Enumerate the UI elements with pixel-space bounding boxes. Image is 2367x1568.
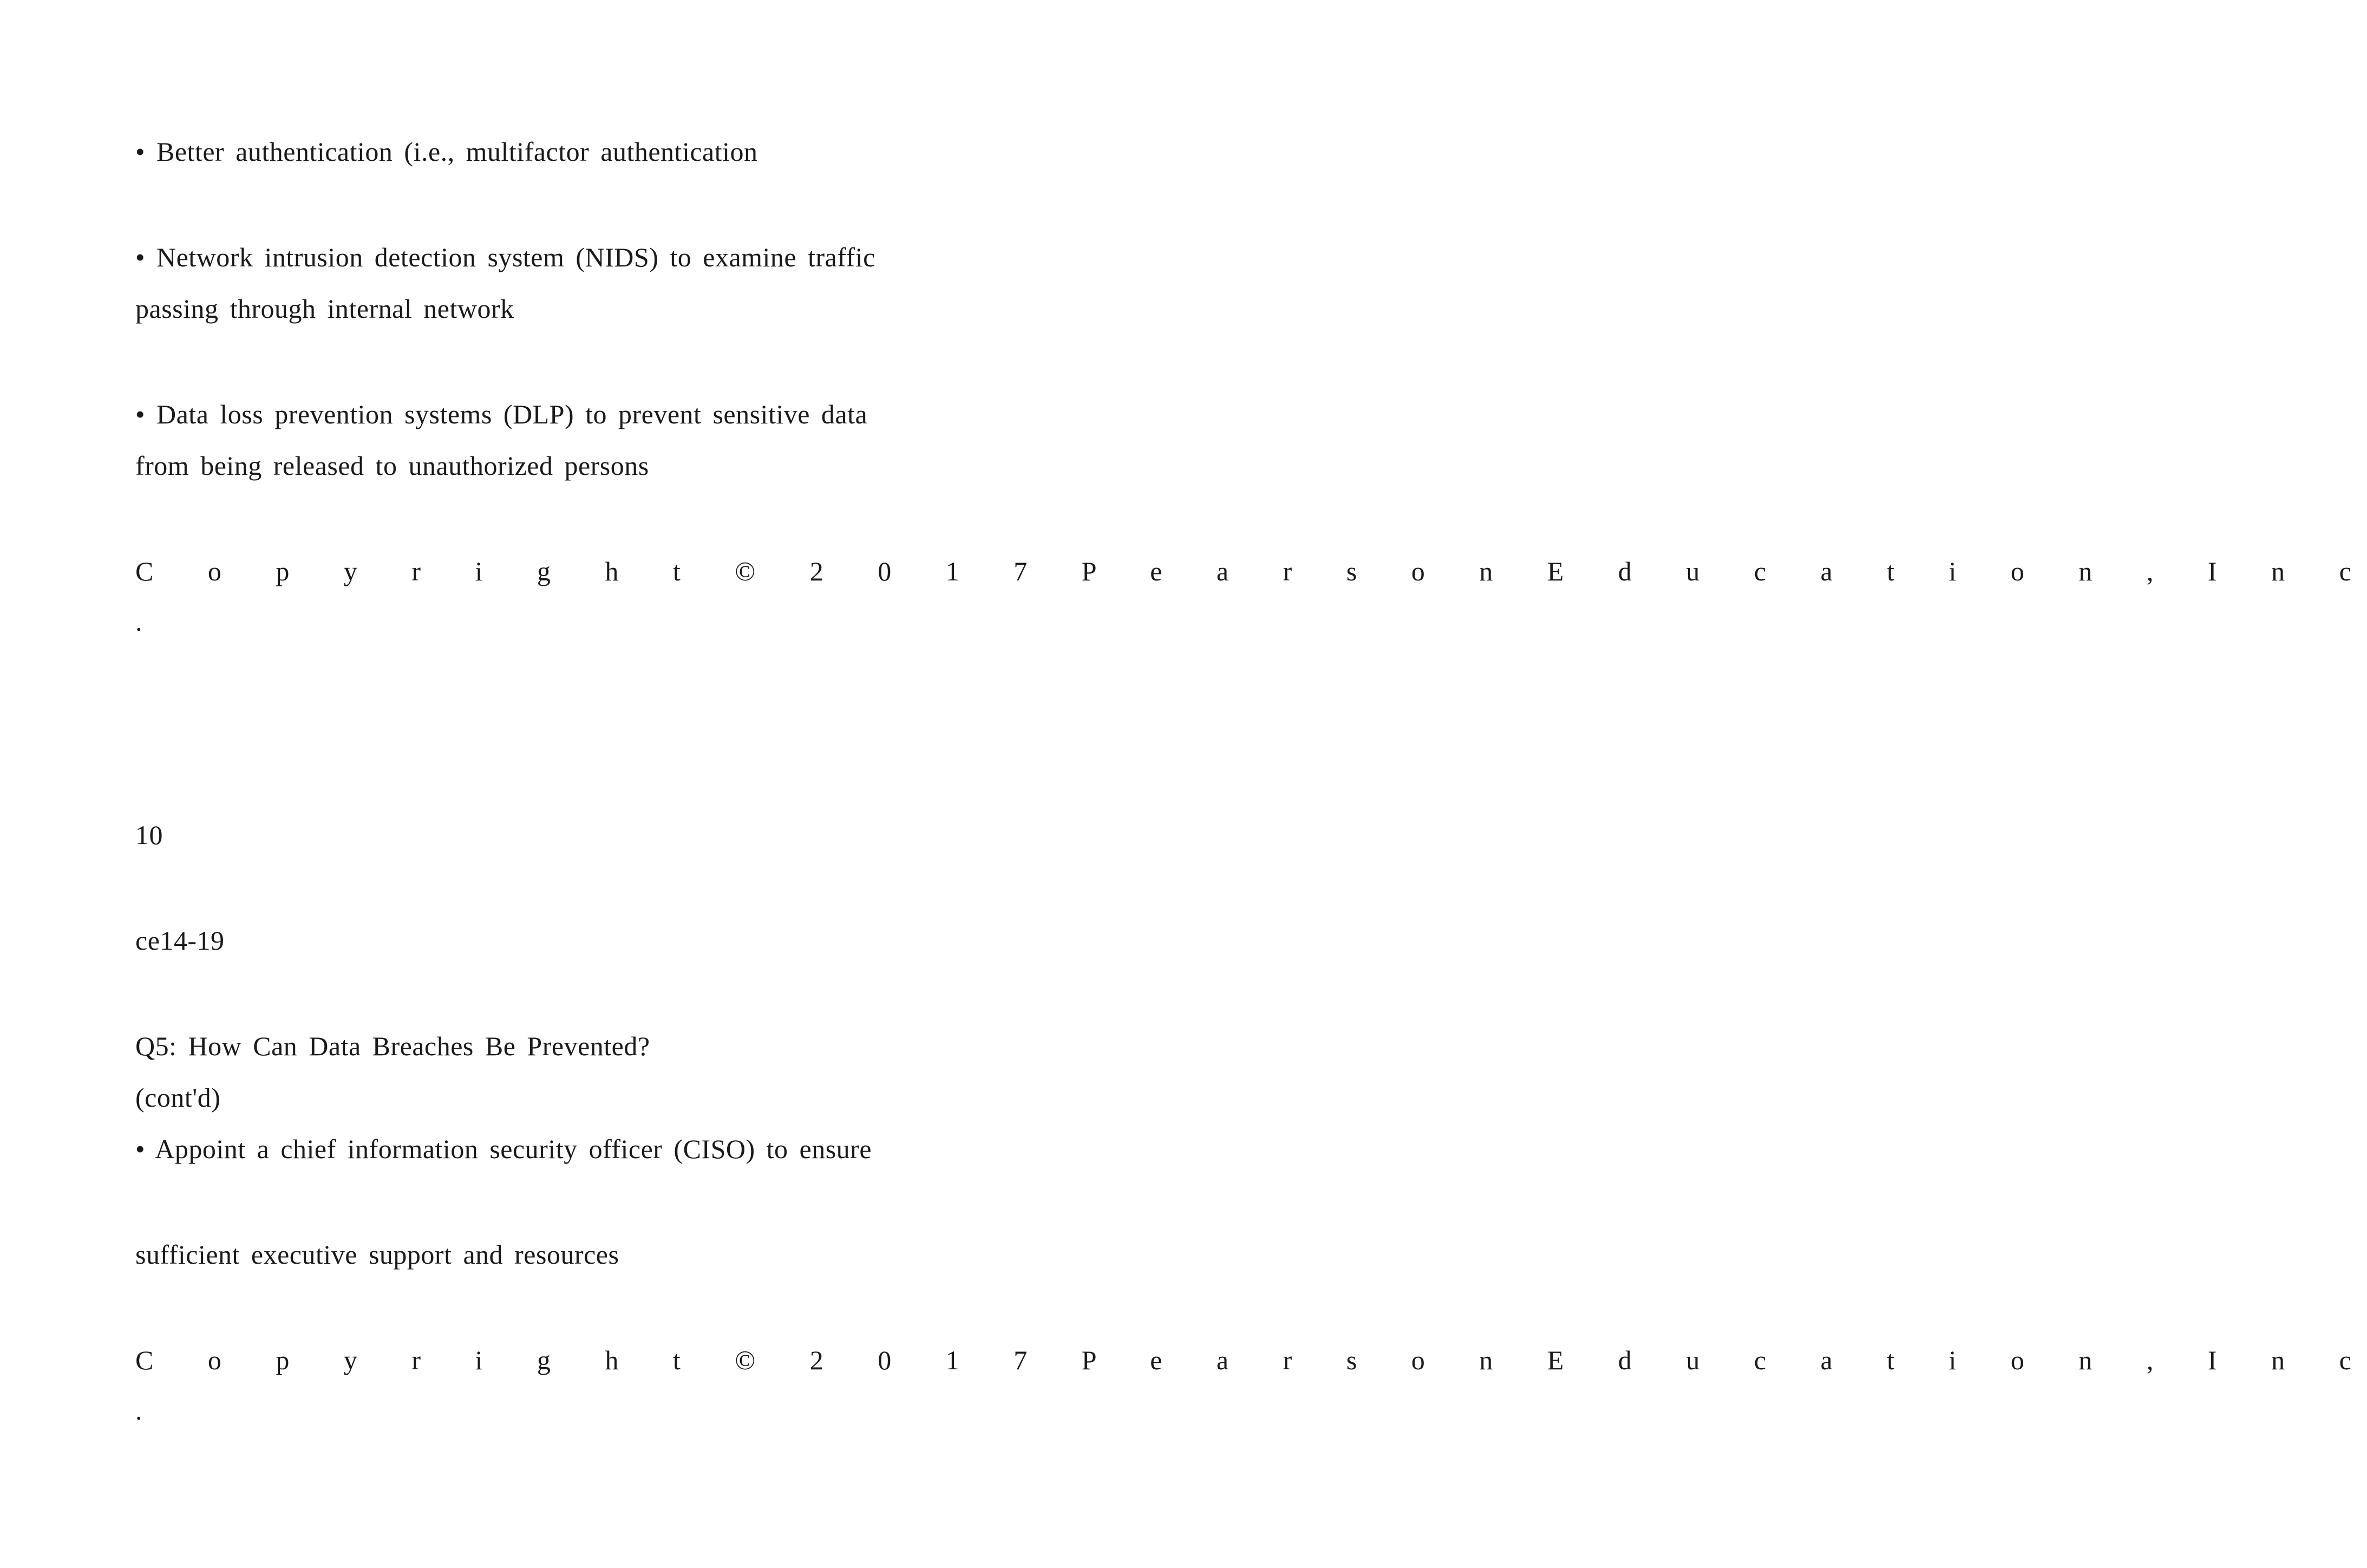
bullet-dlp: • Data loss prevention systems (DLP) to prevent sensitive data <box>135 399 868 429</box>
copyright-line: C o p y r i g h t © 2 0 1 7 P e a r s o n E d u c a t i o n , I n c <box>135 556 2367 586</box>
bullet-ciso: • Appoint a chief information security officer (CISO) to ensure <box>135 1134 872 1164</box>
bullet-nids-continued: passing through internal network <box>135 293 514 324</box>
bullet-ciso-continued: sufficient executive support and resources <box>135 1239 619 1270</box>
slide-code: ce14-19 <box>135 925 225 956</box>
copyright-period: . <box>135 606 142 637</box>
bullet-authentication: • Better authentication (i.e., multifactor authentication <box>135 136 758 167</box>
copyright-line-2: C o p y r i g h t © 2 0 1 7 P e a r s o n E d u c a t i o n , I n c <box>135 1345 2367 1375</box>
section-heading: Q5: How Can Data Breaches Be Prevented? <box>135 1031 650 1061</box>
page-number: 10 <box>135 820 163 850</box>
bullet-nids: • Network intrusion detection system (NIDS) to examine traffic <box>135 242 875 272</box>
section-heading-continued: (cont'd) <box>135 1082 221 1113</box>
bullet-dlp-continued: from being released to unauthorized persons <box>135 450 649 481</box>
copyright-period-2: . <box>135 1395 142 1426</box>
